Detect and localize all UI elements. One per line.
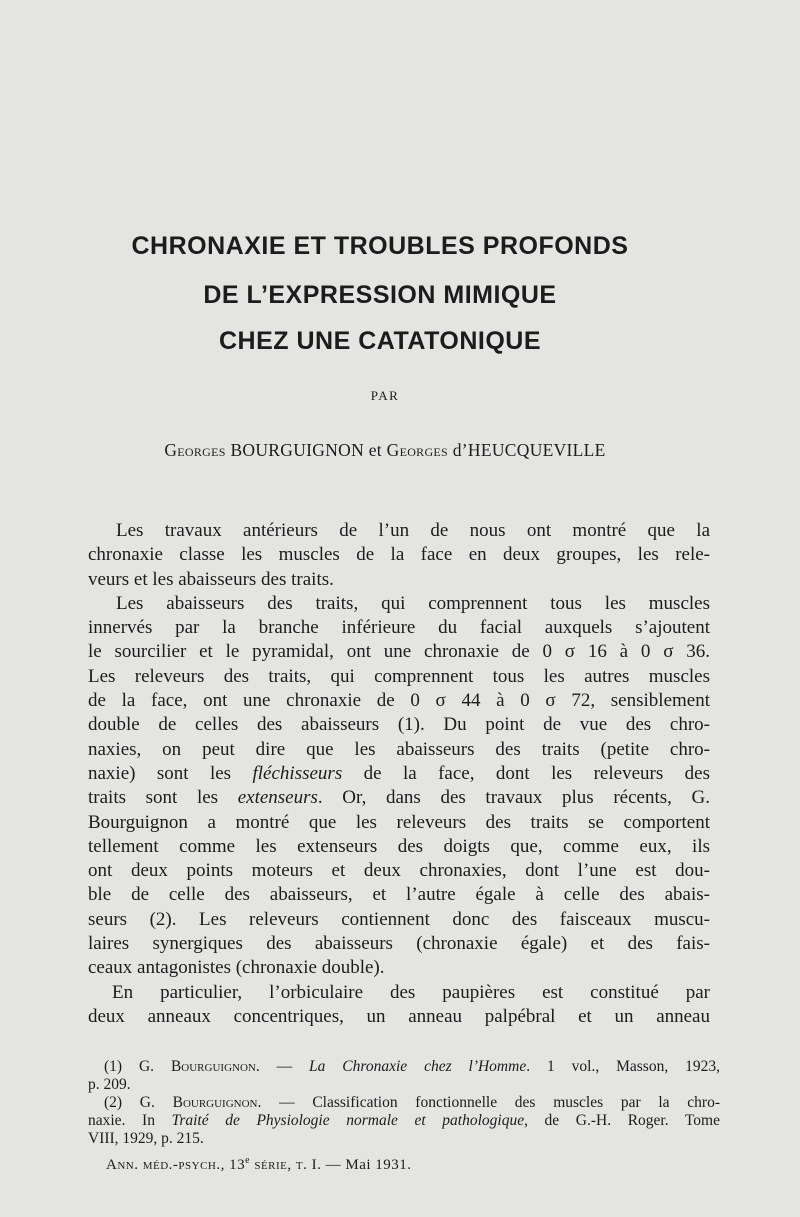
body-line: Les releveurs des traits, qui comprennent tous les autres muscles [88, 665, 710, 687]
body-segment: traits sont les [88, 787, 238, 809]
footnote-text: , de G.-H. Roger. Tome [524, 1112, 720, 1129]
footnote-text: — Classification fonctionnelle des muscles par la chro- [261, 1094, 720, 1111]
footnote-1-cont: p. 209. [88, 1076, 131, 1093]
journal-date: Mai 1931. [345, 1157, 412, 1173]
body-line: seurs (2). Les releveurs contiennent donc des faisceaux muscu- [88, 908, 710, 930]
body-line: Bourguignon a montré que les releveurs des traits se comportent [88, 811, 710, 833]
body-line: le sourcilier et le pyramidal, ont une chronaxie de 0 σ 16 à 0 σ 36. [88, 641, 710, 663]
body-line: de la face, ont une chronaxie de 0 σ 44 à 0 σ 72, sensiblement [88, 690, 710, 712]
emphasis-extenseurs: extenseurs [237, 787, 318, 809]
body-line: ont deux points moteurs et deux chronaxies, dont l’une est dou- [88, 860, 710, 882]
footnote-text: naxie. In [88, 1112, 172, 1129]
body-line: laires synergiques des abaisseurs (chronaxie égale) et des fais- [88, 933, 710, 955]
body-segment: de la face, dont les releveurs des [342, 762, 710, 784]
footnote-marker: (1) G. [104, 1058, 155, 1075]
footnote-title: Traité de Physiologie normale et pathologique [171, 1112, 525, 1129]
journal-reference [106, 1155, 412, 1174]
footnote-2-line-3: VIII, 1929, p. 215. [88, 1130, 204, 1147]
body-line: Les travaux antérieurs de l’un de nous ont montré que la [116, 520, 710, 541]
footnote-text: . 1 vol., Masson, 1923, [526, 1058, 720, 1075]
byline: PAR [370, 388, 400, 403]
journal-dash: — [325, 1157, 342, 1173]
title-line-1: CHRONAXIE ET TROUBLES PROFONDS [131, 232, 629, 260]
body-line: ceaux antagonistes (chronaxie double). [88, 957, 385, 979]
journal-series-word: série, [254, 1157, 292, 1173]
body-line: innervés par la branche inférieure du facial auxquels s’ajoutent [88, 617, 710, 639]
footnotes [88, 1058, 720, 1148]
body-line [88, 786, 710, 810]
title-line-2: DE L’EXPRESSION MIMIQUE [203, 281, 557, 309]
body-text [88, 519, 710, 1029]
footnote-author: Bourguignon. [172, 1094, 262, 1111]
footnote-dash: — [259, 1058, 310, 1075]
authors [0, 440, 770, 461]
footnote-title: La Chronaxie chez l’Homme [309, 1058, 527, 1075]
body-line: ble de celle des abaisseurs, et l’autre égale à celle des abais- [88, 884, 710, 906]
body-segment: . Or, dans des travaux plus récents, G. [317, 787, 710, 809]
footnote-2 [88, 1094, 720, 1112]
body-line: naxies, on peut dire que les abaisseurs des traits (petite chro- [88, 738, 710, 760]
journal-tome: t. I. [295, 1157, 322, 1173]
author-2-given: Georges [386, 440, 449, 460]
body-segment: naxie) sont les [88, 762, 253, 784]
body-line: Les abaisseurs des traits, qui comprennent tous les muscles [116, 592, 710, 614]
author-1-given: Georges [164, 440, 226, 460]
author-conjunction: et [368, 440, 382, 460]
body-line: veurs et les abaisseurs des traits. [88, 568, 334, 590]
body-line: double de celles des abaisseurs (1). Du point de vue des chro- [88, 714, 710, 736]
footnote-1 [88, 1058, 720, 1076]
title-line-3: CHEZ UNE CATATONIQUE [218, 327, 542, 355]
body-line: tellement comme les extenseurs des doigts que, comme eux, ils [88, 835, 710, 857]
author-1-family: BOURGUIGNON [230, 440, 365, 460]
body-line: deux anneaux concentriques, un anneau palpébral et un anneau [88, 1005, 710, 1027]
journal-series-number: 13 [229, 1157, 246, 1173]
body-line: En particulier, l’orbiculaire des paupières est constitué par [112, 981, 710, 1003]
journal-abbr: Ann. méd.-psych., [106, 1157, 225, 1173]
body-line: chronaxie classe les muscles de la face en deux groupes, les rele- [88, 544, 710, 566]
journal-series-sup: e [245, 1155, 251, 1166]
footnote-marker: (2) G. [104, 1094, 155, 1111]
footnote-2-line-2 [88, 1112, 720, 1130]
footnote-author: Bourguignon. [170, 1058, 260, 1075]
emphasis-flechisseurs: fléchisseurs [252, 762, 343, 784]
body-line [88, 762, 710, 786]
author-2-family: d’HEUCQUEVILLE [452, 440, 606, 460]
